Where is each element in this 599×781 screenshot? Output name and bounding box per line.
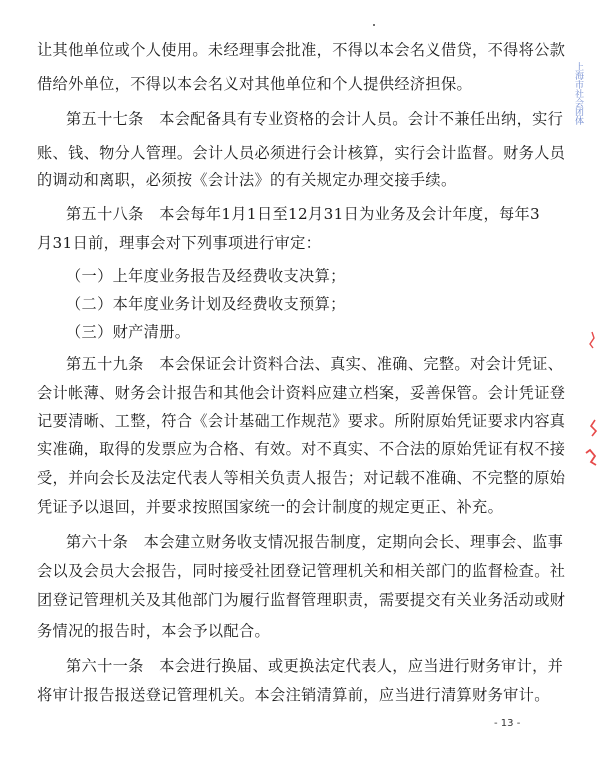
paragraph-line: 团登记管理机关及其他部门为履行监督管理职责，需要提交有关业务活动或财 [37, 591, 566, 609]
list-item-line: （一）上年度业务报告及经费收支决算； [66, 267, 346, 285]
paragraph-line: 借给外单位，不得以本会名义对其他单位和个人提供经济担保。 [37, 75, 473, 93]
red-seal-fragment-icon [583, 330, 599, 480]
article-60-line: 第六十条 本会建立财务收支情况报告制度，定期向会长、理事会、监事 [66, 533, 564, 551]
article-57-line: 第五十七条 本会配备具有专业资格的会计人员。会计不兼任出纳，实行 [66, 110, 564, 128]
paragraph-line: 的调动和离职，必须按《会计法》的有关规定办理交接手续。 [37, 171, 457, 189]
paragraph-line: 会计帐薄、财务会计报告和其他会计资料应建立档案，妥善保管。会计凭证登 [37, 384, 566, 402]
article-58-line: 第五十八条 本会每年1月1日至12月31日为业务及会计年度，每年3 [66, 205, 541, 223]
list-item-line: （二）本年度业务计划及经费收支预算； [66, 295, 346, 313]
paragraph-line: 受，并向会长及法定代表人等相关负责人报告；对记载不准确、不完整的原始 [37, 469, 566, 487]
page-number: - 13 - [494, 718, 521, 729]
list-item-line: （三）财产清册。 [66, 323, 191, 341]
paragraph-line: 记要清晰、工整，符合《会计基础工作规范》要求。所附原始凭证要求内容真 [37, 412, 566, 430]
paragraph-line: 务情况的报告时，本会予以配合。 [37, 622, 271, 640]
paragraph-line: 凭证予以退回，并要求按照国家统一的会计制度的规定更正、补充。 [37, 498, 504, 516]
article-61-line: 第六十一条 本会进行换届、或更换法定代表人，应当进行财务审计，并 [66, 657, 564, 675]
scan-dot [373, 24, 375, 26]
paragraph-line: 将审计报告报送登记管理机关。本会注销清算前，应当进行清算财务审计。 [37, 686, 550, 704]
paragraph-line: 实准确，取得的发票应为合格、有效。对不真实、不合法的原始凭证有权不接 [37, 440, 566, 458]
paragraph-line: 月31日前，理事会对下列事项进行审定： [37, 234, 322, 252]
paragraph-line: 让其他单位或个人使用。未经理事会批准，不得以本会名义借贷，不得将公款 [37, 41, 566, 59]
paragraph-line: 会以及会员大会报告，同时接受社团登记管理机关和相关部门的监督检查。社 [37, 562, 566, 580]
paragraph-line: 账、钱、物分人管理。会计人员必须进行会计核算，实行会计监督。财务人员 [37, 144, 566, 162]
edge-stamp-text: 上海市社会团体 [573, 62, 583, 125]
article-59-line: 第五十九条 本会保证会计资料合法、真实、准确、完整。对会计凭证、 [66, 355, 564, 373]
